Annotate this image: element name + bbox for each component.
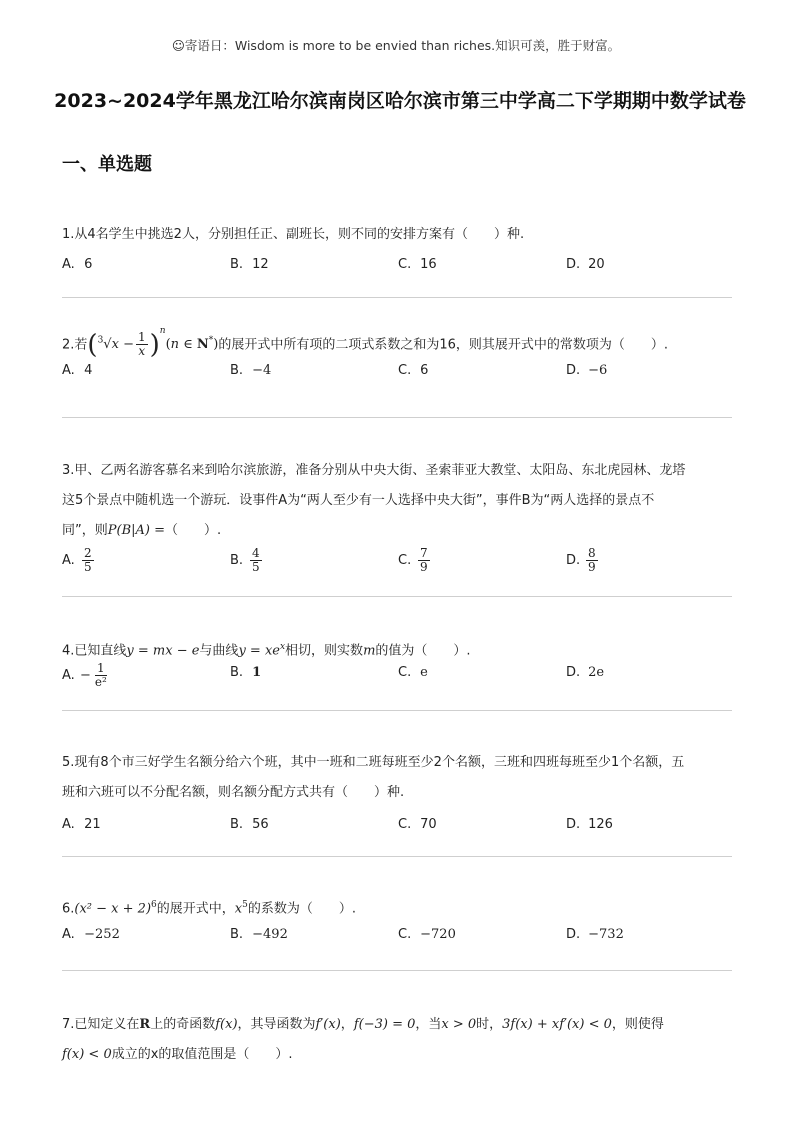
question-5	[62, 748, 734, 840]
option-d[interactable]: D. −6	[566, 363, 608, 379]
divider	[62, 710, 732, 711]
question-6	[62, 894, 734, 946]
option-c[interactable]: C. 6	[398, 363, 429, 379]
option-d[interactable]: D. 20	[566, 257, 605, 272]
option-c[interactable]: C. e	[398, 665, 428, 681]
option-a[interactable]: A. 4	[62, 363, 93, 379]
option-d[interactable]: D. −732	[566, 927, 624, 943]
divider	[62, 970, 732, 971]
question-7	[62, 1010, 734, 1070]
option-c[interactable]: C. $\frac{7}{9}$	[398, 546, 428, 574]
divider	[62, 297, 732, 298]
question-stem-line: 班和六班可以不分配名额，则名额分配方式共有（ ）种.	[62, 785, 405, 800]
option-d[interactable]: D. 126	[566, 817, 613, 832]
options-row	[62, 254, 734, 276]
motto: ☺寄语日：Wisdom is more to be envied than riches.知识可羡，胜于财富。	[171, 38, 621, 53]
question-stem-line: f(x) < 0成立的x的取值范围是（ ）.	[62, 1047, 293, 1062]
options-row	[62, 662, 734, 689]
question-stem-line: 这5个景点中随机选一个游玩．设事件A为“两人至少有一人选择中央大街”，事件B为“两人选择的景点不	[62, 493, 655, 508]
question-stem-line: 5.现有8个市三好学生名额分给六个班，其中一班和二班每班至少2个名额，三班和四班每班至少1个名额，五	[62, 755, 685, 770]
question-stem: $6.(x^2 - x + 2)^6$的展开式中，$x^5$的系数为（ ）.	[62, 900, 356, 917]
question-1	[62, 224, 734, 276]
option-b[interactable]: B. 1	[230, 665, 262, 681]
question-2	[62, 326, 734, 382]
question-stem-line: 3.甲、乙两名游客慕名来到哈尔滨旅游，准备分别从中央大街、圣索菲亚大教堂、太阳岛、东北虎园林、龙塔	[62, 463, 686, 478]
question-stem: 1.从4名学生中挑选2人，分别担任正、副班长，则不同的安排方案有（ ）种.	[62, 227, 525, 242]
question-4	[62, 636, 734, 689]
options-row	[62, 924, 734, 946]
question-stem: 2.若($^3$√x − $\frac{1}{x}$ )$^n$(n ∈ N*)的展开式中所有项的二项式系数之和为16，则其展开式中的常数项为（ ）.	[62, 326, 669, 360]
option-d[interactable]: D. $\frac{8}{9}$	[566, 546, 596, 574]
options-row	[62, 810, 734, 840]
option-a[interactable]: A. 6	[62, 257, 93, 272]
divider	[62, 417, 732, 418]
option-b[interactable]: B. 12	[230, 257, 269, 272]
option-a[interactable]: A. −252	[62, 927, 120, 943]
question-stem: 4.已知直线y = mx − e与曲线$y = xe^x$相切，则实数m的值为（ ）.	[62, 642, 471, 659]
question-stem-line: 同”，则P(B|A) =（ ）.	[62, 523, 222, 538]
option-a[interactable]: A. $\frac{2}{5}$	[62, 546, 92, 574]
option-a[interactable]: A. 21	[62, 817, 101, 832]
option-d[interactable]: D. 2e	[566, 665, 605, 681]
option-c[interactable]: C. 70	[398, 817, 437, 832]
option-a[interactable]: A. − $\frac{1}{\text{e²}}$	[62, 661, 107, 690]
option-c[interactable]: C. −720	[398, 927, 456, 943]
option-b[interactable]: B. −492	[230, 927, 288, 943]
options-row	[62, 360, 734, 382]
divider	[62, 856, 732, 857]
option-c[interactable]: C. 16	[398, 257, 437, 272]
options-row	[62, 546, 734, 576]
section-heading: 一、单选题	[62, 154, 152, 175]
option-b[interactable]: B. 56	[230, 817, 269, 832]
page-title: 2023~2024学年黑龙江哈尔滨南岗区哈尔滨市第三中学高二下学期期中数学试卷	[54, 90, 746, 112]
divider	[62, 596, 732, 597]
question-stem-line: 7.已知定义在R上的奇函数f(x)，其导函数为f′(x)，f(−3) = 0，当x > 0时，3f(x) + xf′(x) < 0，则使得	[62, 1017, 664, 1032]
option-b[interactable]: B. −4	[230, 363, 272, 379]
option-b[interactable]: B. $\frac{4}{5}$	[230, 546, 260, 574]
question-3	[62, 456, 734, 576]
